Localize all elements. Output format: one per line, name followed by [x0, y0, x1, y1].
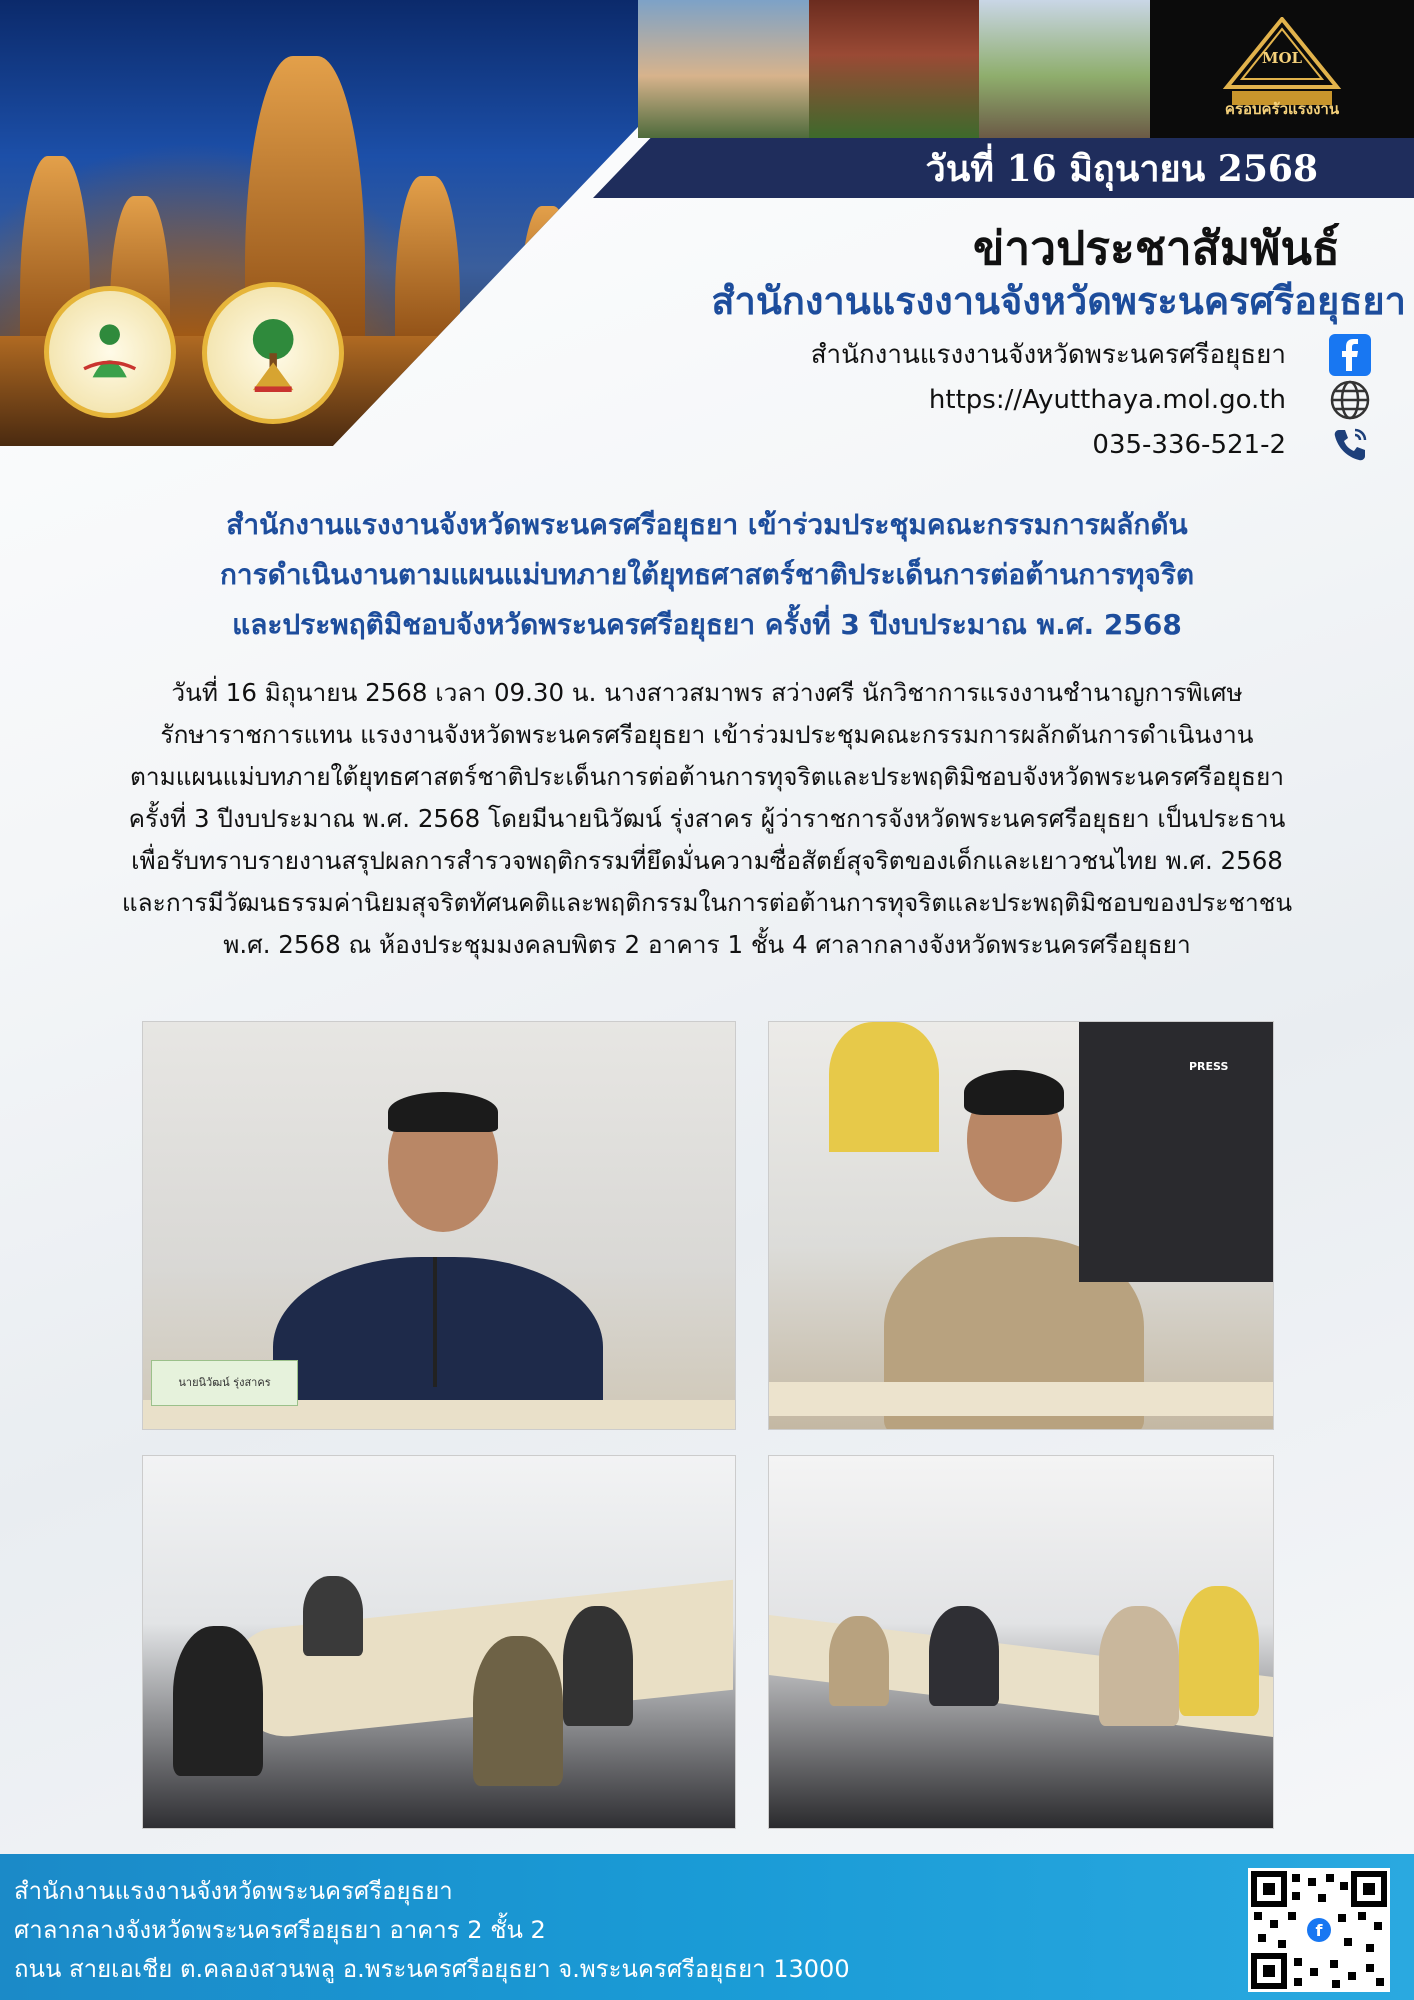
temple-spire — [395, 176, 460, 356]
strip-photo-elephants — [979, 0, 1150, 138]
strip-photo-ferris-wheel — [638, 0, 809, 138]
photo-meeting-room-left — [142, 1455, 736, 1829]
attendee — [829, 1616, 889, 1706]
attendee — [1179, 1586, 1259, 1716]
footer-bar — [0, 1854, 1414, 2000]
contact-phone[interactable] — [654, 422, 1374, 467]
hair — [388, 1092, 498, 1132]
news-date: วันที่ 16 มิถุนายน 2568 — [925, 148, 1318, 190]
ministry-of-labour-seal — [44, 286, 176, 418]
phone-icon[interactable] — [1326, 424, 1374, 466]
person-background — [829, 1022, 939, 1152]
footer-line: สำนักงานแรงงานจังหวัดพระนครศรีอยุธยา — [14, 1877, 453, 1905]
microphone — [433, 1257, 437, 1387]
nameplate: นายนิวัฒน์ รุ่งสาคร — [151, 1360, 298, 1406]
contact-text: https://Ayutthaya.mol.go.th — [928, 384, 1286, 415]
svg-text:f: f — [1315, 1921, 1323, 1940]
body-line: เพื่อรับทราบรายงานสรุปผลการสำรวจพฤติกรรมที่ยึดมั่นความซื่อสัตย์สุจริตของเด็กและเยาวชนไทย พ.ศ. 2568 — [131, 846, 1283, 875]
body-line: และการมีวัฒนธรรมค่านิยมสุจริตทัศนคติและพฤติกรรมในการต่อต้านการทุจริตและประพฤติมิชอบของประชาชน — [121, 888, 1293, 917]
mol-logo — [1150, 0, 1414, 138]
qr-code[interactable] — [1248, 1868, 1390, 1992]
tree-emblem-icon — [227, 307, 319, 399]
body-line: ตามแผนแม่บทภายใต้ยุทธศาสตร์ชาติประเด็นการต่อต้านการทุจริตและประพฤติมิชอบจังหวัดพระนครศรีอยุธยา — [129, 762, 1285, 791]
qr-code-icon — [1248, 1868, 1390, 1992]
strip-photo-sign — [809, 0, 980, 138]
photo-governor-speaking — [142, 1021, 736, 1430]
body-line: ครั้งที่ 3 ปีงบประมาณ พ.ศ. 2568 โดยมีนายนิวัฒน์ รุ่งสาคร ผู้ว่าราชการจังหวัดพระนครศรีอยุธยา เป็นประธาน — [128, 804, 1286, 833]
attendee — [1099, 1606, 1179, 1726]
office-title: สำนักงานแรงงานจังหวัดพระนครศรีอยุธยา — [711, 278, 1406, 323]
contact-text: 035-336-521-2 — [1092, 429, 1286, 460]
hair — [964, 1070, 1064, 1115]
footer-line: ถนน สายเอเชีย ต.คลองสวนพลู อ.พระนครศรีอยุธยา จ.พระนครศรีอยุธยา 13000 — [14, 1955, 850, 1983]
contact-list — [654, 332, 1374, 467]
attendee — [929, 1606, 999, 1706]
photo-meeting-room-right — [768, 1455, 1274, 1829]
mol-logo-text: MOL — [1261, 49, 1303, 67]
article-body — [30, 672, 1384, 966]
footer-line: ศาลากลางจังหวัดพระนครศรีอยุธยา อาคาร 2 ชั้น 2 — [14, 1916, 546, 1944]
contact-text: สำนักงานแรงงานจังหวัดพระนครศรีอยุธยา — [810, 340, 1286, 370]
person-press — [1079, 1022, 1274, 1282]
body-line: พ.ศ. 2568 ณ ห้องประชุมมงคลบพิตร 2 อาคาร 1 ชั้น 4 ศาลากลางจังหวัดพระนครศรีอยุธยา — [223, 930, 1191, 959]
facebook-icon[interactable] — [1326, 334, 1374, 376]
body-line: รักษาราชการแทน แรงงานจังหวัดพระนครศรีอยุธยา เข้าร่วมประชุมคณะกรรมการผลักดันการดำเนินงาน — [160, 720, 1254, 749]
body-line: วันที่ 16 มิถุนายน 2568 เวลา 09.30 น. นางสาวสมาพร สว่างศรี นักวิชาการแรงงานชำนาญการพิเศษ — [171, 678, 1243, 707]
globe-icon[interactable] — [1326, 379, 1374, 421]
province-seal — [202, 282, 344, 424]
attendee — [173, 1626, 263, 1776]
deity-emblem-icon — [67, 309, 152, 394]
contact-website[interactable] — [654, 377, 1374, 422]
photo-officer-seated — [768, 1021, 1274, 1430]
article-headline — [60, 500, 1354, 650]
headline-line: การดำเนินงานตามแผนแม่บทภายใต้ยุทธศาสตร์ชาติประเด็นการต่อต้านการทุจริต — [219, 558, 1195, 591]
press-release-title: ข่าวประชาสัมพันธ์ — [972, 221, 1340, 275]
meeting-table — [769, 1382, 1273, 1416]
tourism-photo-strip — [638, 0, 1150, 138]
mol-logo-subtext: ครอบครัวแรงงาน — [1224, 100, 1340, 118]
footer-address — [14, 1872, 850, 1989]
attendee — [303, 1576, 363, 1656]
attendee — [563, 1606, 633, 1726]
attendee — [473, 1636, 563, 1786]
temple-spire — [520, 206, 575, 356]
contact-facebook[interactable] — [654, 332, 1374, 377]
headline-line: สำนักงานแรงงานจังหวัดพระนครศรีอยุธยา เข้าร่วมประชุมคณะกรรมการผลักดัน — [226, 508, 1188, 541]
press-badge: PRESS — [1189, 1060, 1229, 1073]
headline-line: และประพฤติมิชอบจังหวัดพระนครศรีอยุธยา ครั้งที่ 3 ปีงบประมาณ พ.ศ. 2568 — [232, 608, 1182, 641]
